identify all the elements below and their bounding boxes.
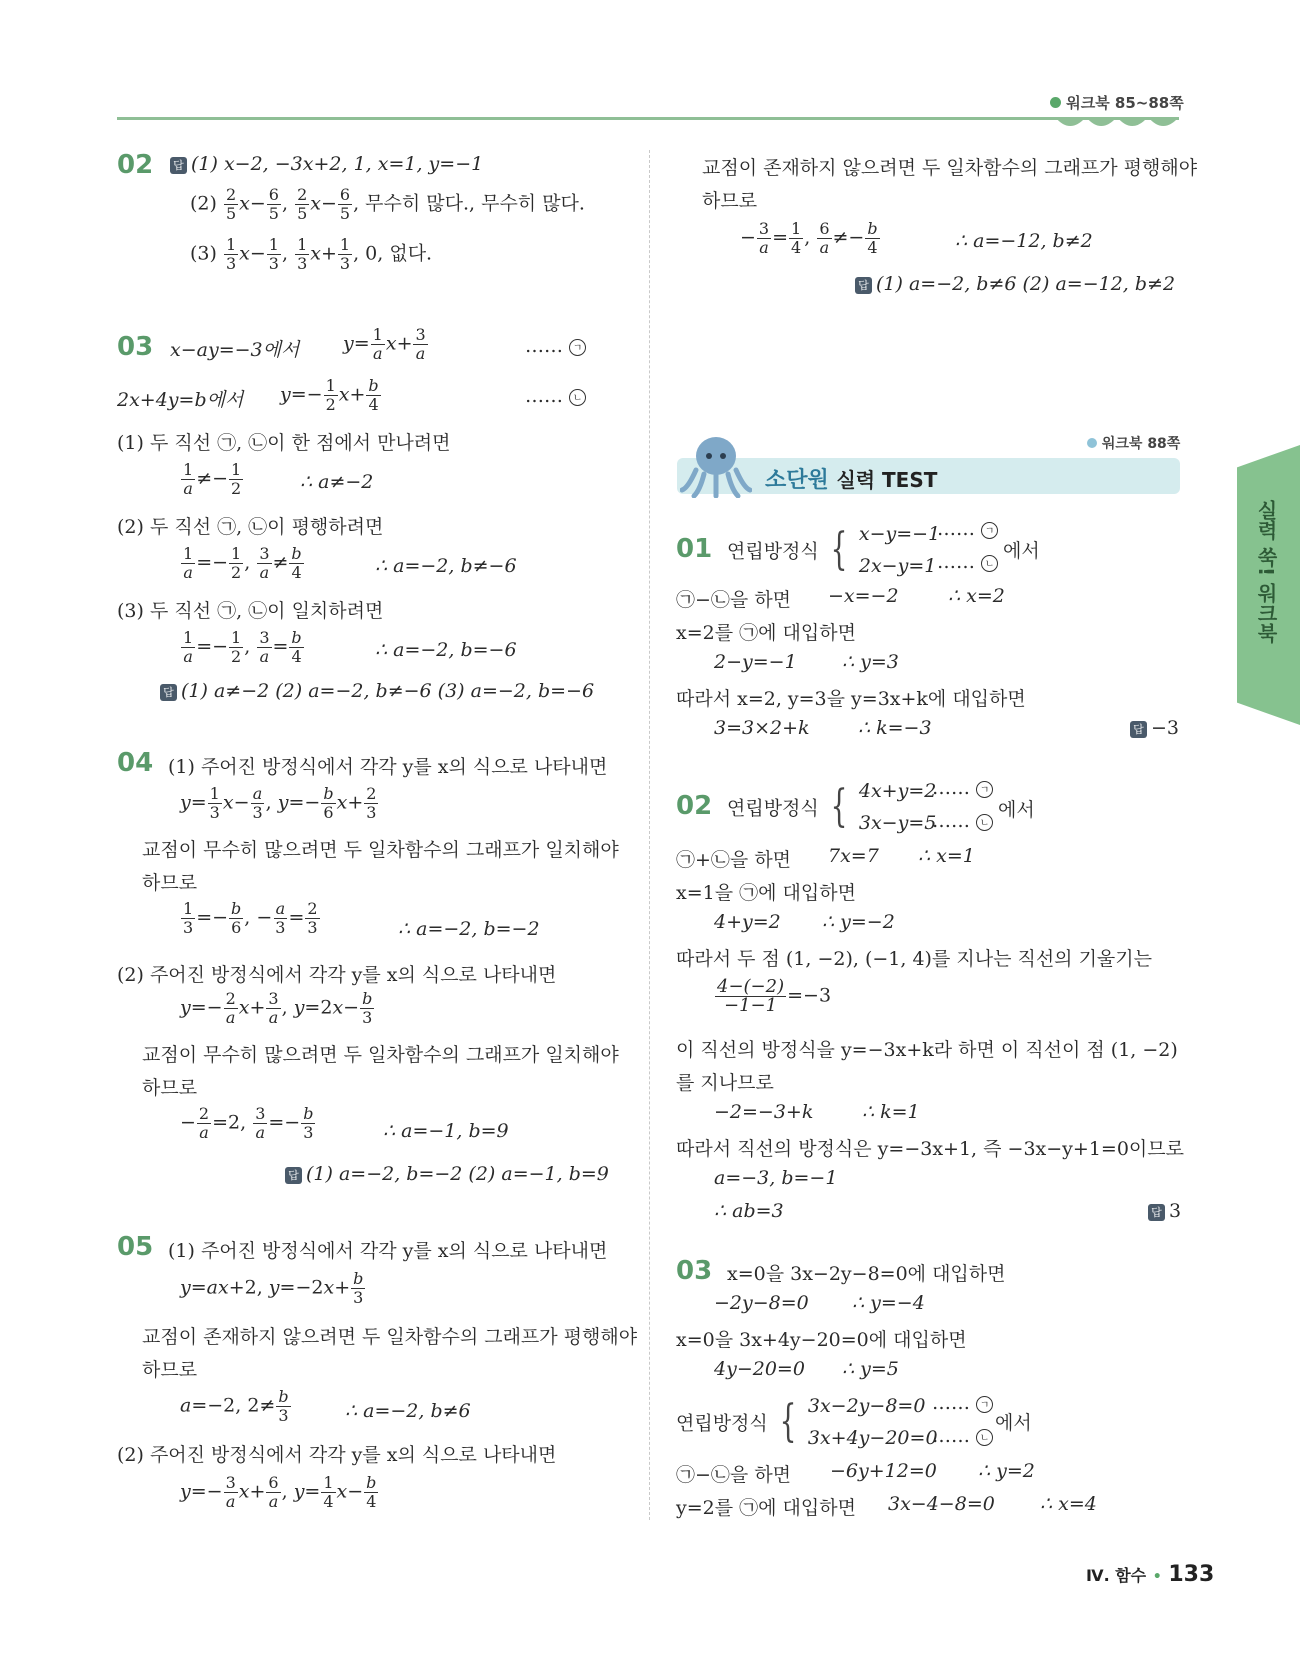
text-line: 따라서 두 점 (1, −2), (−1, 4)를 지나는 직선의 기울기는 <box>676 948 1152 970</box>
problem-number: 02 <box>117 150 154 180</box>
answer-line: 답 3 <box>1148 1200 1181 1222</box>
text-line: (3) 두 직선 ㉠, ㉡이 일치하려면 <box>117 600 384 622</box>
equation-line: a=−2, 2≠ $\frac{b}{3}$ <box>180 1387 289 1425</box>
result-line: ∴ y=3 <box>842 651 899 673</box>
equation-line: −6y+12=0 <box>830 1460 937 1482</box>
text-line: 교점이 존재하지 않으려면 두 일차함수의 그래프가 평행해야 <box>702 157 1198 179</box>
result-line: ∴ a=−1, b=9 <box>383 1120 509 1142</box>
system-equation: 연립방정식 { 4x+y=2 3x−y=5 <box>727 780 937 834</box>
text-line: x=2를 ㉠에 대입하면 <box>676 622 856 644</box>
problem-number: 03 <box>117 332 154 362</box>
text-line: y=2를 ㉠에 대입하면 <box>676 1497 856 1519</box>
octopus-icon <box>680 432 752 498</box>
section-workbook-ref: 워크북 88쪽 <box>1087 433 1180 453</box>
answer-line: (3) $\frac{1}{3}$ x− $\frac{1}{3}$ , $\frac{1}{3}$ x+ $\frac{1}{3}$ , 0, 없다. <box>190 235 433 273</box>
equation-tag: …… ㄴ <box>525 385 586 407</box>
result-line: ∴ x=2 <box>948 585 1005 607</box>
text-line: 하므로 <box>142 1077 198 1099</box>
text-line: ㉠+㉡을 하면 <box>676 849 792 871</box>
answer-mark-icon: 답 <box>855 277 872 294</box>
result-line: ∴ ab=3 <box>714 1200 784 1222</box>
equation-tag: …… ㄱ <box>932 777 993 799</box>
text-line: 에서 <box>1003 540 1040 562</box>
problem-number: 05 <box>117 1232 154 1262</box>
system-equation: 연립방정식 { 3x−2y−8=0 3x+4y−20=0 <box>676 1395 938 1449</box>
result-line: ∴ k=1 <box>862 1101 920 1123</box>
text-line: (1) 두 직선 ㉠, ㉡이 한 점에서 만나려면 <box>117 432 451 454</box>
equation-line: $\frac{1}{a}$ ≠− $\frac{1}{2}$ <box>183 460 242 498</box>
answer-line: (2) $\frac{2}{5}$ x− $\frac{6}{5}$ , $\frac{2}{5}$ x− $\frac{6}{5}$ , 무수히 많다., 무수히 많다. <box>190 185 585 223</box>
problem-number: 01 <box>676 534 713 564</box>
result-line: ∴ y=−2 <box>822 911 895 933</box>
equation-line: −2=−3+k <box>714 1101 814 1123</box>
equation-line: −2y−8=0 <box>714 1292 809 1314</box>
equation-tag: …… ㄴ <box>937 551 998 573</box>
result-line: ∴ a=−2, b=−2 <box>398 918 540 940</box>
text-line: ㉠−㉡을 하면 <box>676 589 792 611</box>
text-line: (1) 주어진 방정식에서 각각 y를 x의 식으로 나타내면 <box>168 1240 608 1262</box>
equation-line: y= $\frac{1}{a}$ x+ $\frac{3}{a}$ <box>343 325 426 363</box>
result-line: ∴ x=1 <box>918 845 975 867</box>
equation-tag: …… ㄱ <box>932 1392 993 1414</box>
bullet-icon: • <box>1152 1569 1162 1585</box>
equation-line: a=−3, b=−1 <box>714 1167 838 1189</box>
answer-mark-icon: 답 <box>160 684 177 701</box>
text-line: 교점이 존재하지 않으려면 두 일차함수의 그래프가 평행해야 <box>142 1326 638 1348</box>
header-wave <box>1055 117 1180 135</box>
text-line: 에서 <box>995 1412 1032 1434</box>
footer <box>1086 1562 1214 1587</box>
answer-mark-icon: 답 <box>1148 1204 1165 1221</box>
equation-line: y=ax+2, y=−2x+ $\frac{b}{3}$ <box>180 1269 364 1307</box>
equation-line: y= $\frac{1}{3}$ x− $\frac{a}{3}$ , y=− $\frac{b}{6}$ x+ $\frac{2}{3}$ <box>180 784 377 822</box>
text-line: ㉠−㉡을 하면 <box>676 1464 792 1486</box>
equation-line: − $\frac{3}{a}$ = $\frac{1}{4}$ , $\frac{6}{a}$ ≠− $\frac{b}{4}$ <box>740 219 878 257</box>
equation-tag: …… ㄱ <box>937 518 998 540</box>
system-equation: 연립방정식 { x−y=−1 2x−y=1 <box>727 523 941 577</box>
equation-line: y=− $\frac{3}{a}$ x+ $\frac{6}{a}$ , y= $\frac{1}{4}$ x− $\frac{b}{4}$ <box>180 1473 377 1511</box>
answer-line: 답 (1) a=−2, b≠6 (2) a=−12, b≠2 <box>855 273 1175 295</box>
text-line: (1) 주어진 방정식에서 각각 y를 x의 식으로 나타내면 <box>168 756 608 778</box>
answer-line: 답 (1) x−2, −3x+2, 1, x=1, y=−1 <box>170 153 483 175</box>
answer-mark-icon: 답 <box>170 157 187 174</box>
section-title: 소단원 실력 TEST <box>765 468 938 493</box>
answer-mark-icon: 답 <box>1130 721 1147 738</box>
equation-line: 4+y=2 <box>714 911 781 933</box>
side-tab-label: 실력 쑥! 워크북 <box>1254 500 1278 644</box>
text-line: 하므로 <box>142 1359 198 1381</box>
text-line: (2) 주어진 방정식에서 각각 y를 x의 식으로 나타내면 <box>117 1444 557 1466</box>
text-line: 이 직선의 방정식을 y=−3x+k라 하면 이 직선이 점 (1, −2) <box>676 1039 1178 1061</box>
problem-number: 04 <box>117 748 154 778</box>
result-line: ∴ a≠−2 <box>300 471 374 493</box>
equation-line: $\frac{1}{3}$ =− $\frac{b}{6}$ , − $\frac{a}{3}$ = $\frac{2}{3}$ <box>183 899 318 937</box>
result-line: ∴ y=5 <box>842 1358 899 1380</box>
answer-line: 답 (1) a≠−2 (2) a=−2, b≠−6 (3) a=−2, b=−6 <box>160 680 594 702</box>
result-line: ∴ y=−4 <box>852 1292 925 1314</box>
equation-line: $\frac{1}{a}$ =− $\frac{1}{2}$ , $\frac{3}{a}$ = $\frac{b}{4}$ <box>183 628 302 666</box>
chapter-label: Ⅳ. 함수 <box>1086 1566 1147 1585</box>
answer-line: 답 −3 <box>1130 717 1179 739</box>
equation-line: 7x=7 <box>828 845 879 867</box>
text-line: 따라서 직선의 방정식은 y=−3x+1, 즉 −3x−y+1=0이므로 <box>676 1138 1184 1160</box>
text-line: x=0을 3x−2y−8=0에 대입하면 <box>727 1263 1006 1285</box>
page-number: 133 <box>1168 1562 1215 1587</box>
workbook-ref: 워크북 85~88쪽 <box>1050 92 1184 113</box>
equation-line: 2−y=−1 <box>714 651 797 673</box>
equation-line: x−ay=−3에서 <box>170 339 300 361</box>
equation-line: $\frac{1}{a}$ =− $\frac{1}{2}$ , $\frac{3}{a}$ ≠ $\frac{b}{4}$ <box>183 544 302 582</box>
result-line: ∴ a=−12, b≠2 <box>955 230 1093 252</box>
equation-line: 4y−20=0 <box>714 1358 805 1380</box>
equation-tag: …… ㄴ <box>932 810 993 832</box>
result-line: ∴ a=−2, b≠−6 <box>375 555 517 577</box>
equation-line: $\frac{4-(-2)}{-1-1}$ =−3 <box>717 976 832 1016</box>
text-line: 를 지나므로 <box>676 1072 774 1094</box>
equation-line: 3=3×2+k <box>714 717 810 739</box>
column-divider <box>649 150 650 1520</box>
equation-line: − $\frac{2}{a}$ =2, $\frac{3}{a}$ =− $\frac{b}{3}$ <box>180 1104 314 1142</box>
equation-tag: …… ㄱ <box>525 335 586 357</box>
equation-line: 2x+4y=b에서 <box>117 389 244 411</box>
text-line: (2) 주어진 방정식에서 각각 y를 x의 식으로 나타내면 <box>117 964 557 986</box>
dot-icon <box>1050 97 1061 108</box>
answer-mark-icon: 답 <box>285 1167 302 1184</box>
result-line: ∴ a=−2, b=−6 <box>375 639 517 661</box>
text-line: 따라서 x=2, y=3을 y=3x+k에 대입하면 <box>676 688 1026 710</box>
result-line: ∴ x=4 <box>1040 1493 1097 1515</box>
equation-tag: …… ㄴ <box>932 1425 993 1447</box>
text-line: 하므로 <box>702 190 758 212</box>
text-line: (2) 두 직선 ㉠, ㉡이 평행하려면 <box>117 516 384 538</box>
text-line: 에서 <box>998 799 1035 821</box>
dot-icon <box>1087 438 1097 448</box>
text-line: x=1을 ㉠에 대입하면 <box>676 882 856 904</box>
equation-line: −x=−2 <box>828 585 899 607</box>
problem-number: 02 <box>676 791 713 821</box>
equation-line: y=− $\frac{2}{a}$ x+ $\frac{3}{a}$ , y=2x− $\frac{b}{3}$ <box>180 989 373 1027</box>
result-line: ∴ k=−3 <box>858 717 932 739</box>
problem-number: 03 <box>676 1256 713 1286</box>
header-rule <box>117 117 1179 120</box>
text-line: x=0을 3x+4y−20=0에 대입하면 <box>676 1329 967 1351</box>
answer-line: 답 (1) a=−2, b=−2 (2) a=−1, b=9 <box>285 1163 609 1185</box>
text-line: 하므로 <box>142 872 198 894</box>
result-line: ∴ y=2 <box>978 1460 1035 1482</box>
equation-line: y=− $\frac{1}{2}$ x+ $\frac{b}{4}$ <box>280 376 379 414</box>
text-line: 교점이 무수히 많으려면 두 일차함수의 그래프가 일치해야 <box>142 1044 619 1066</box>
text-line: 교점이 무수히 많으려면 두 일차함수의 그래프가 일치해야 <box>142 839 619 861</box>
equation-line: 3x−4−8=0 <box>888 1493 995 1515</box>
result-line: ∴ a=−2, b≠6 <box>345 1400 471 1422</box>
